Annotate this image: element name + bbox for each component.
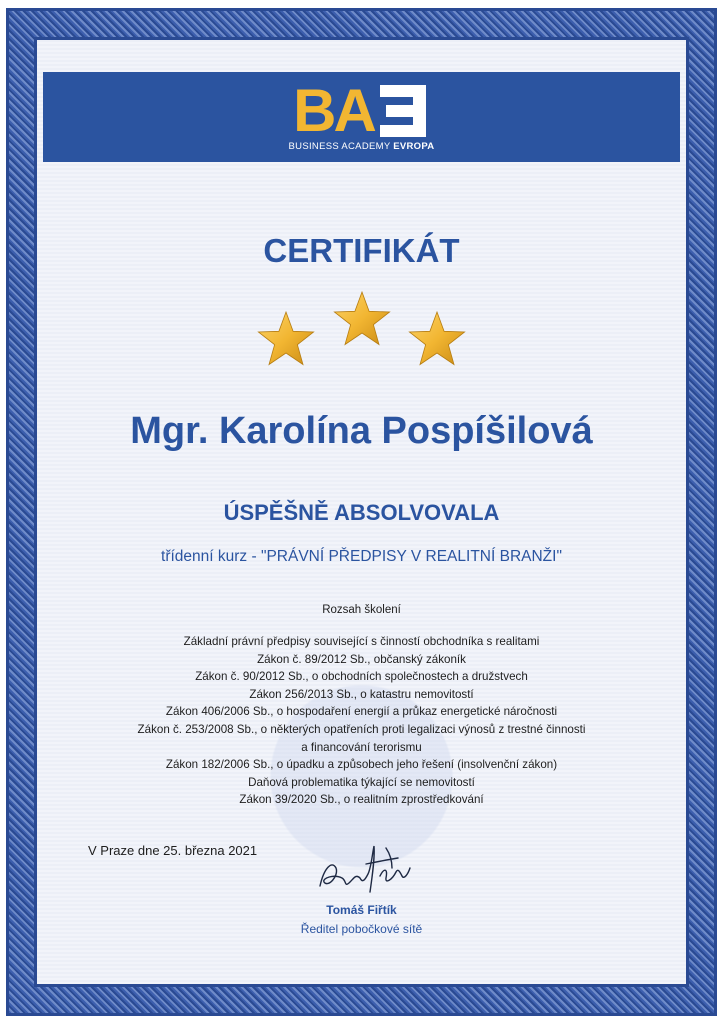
star-icon	[334, 292, 389, 345]
place-and-date: V Praze dne 25. března 2021	[88, 843, 258, 858]
logo-letter-b: B	[293, 76, 334, 144]
scope-item: Daňová problematika týkající se nemovitostí	[248, 775, 475, 789]
scope-list	[80, 633, 643, 809]
scope-item: Zákon 39/2020 Sb., o realitním zprostředkování	[239, 793, 484, 807]
handwritten-signature	[314, 838, 414, 900]
logo-letter-a: A	[333, 76, 374, 144]
scope-item: Zákon č. 90/2012 Sb., o obchodních společnostech a družstvech	[195, 670, 528, 684]
scope-heading: Rozsah školení	[322, 604, 401, 616]
stars-decoration	[0, 0, 723, 380]
scope-item: Zákon 182/2006 Sb., o úpadku a způsobech jeho řešení (insolvenční zákon)	[165, 758, 558, 772]
scope-item: a financování terorismu	[301, 740, 422, 754]
scope-item: Zákon 406/2006 Sb., o hospodaření energií a průkaz energetické náročnosti	[165, 705, 558, 719]
signer-name: Tomáš Fiřtík	[326, 903, 397, 917]
star-icon	[409, 312, 464, 365]
scope-item: Zákon č. 89/2012 Sb., občanský zákoník	[257, 652, 466, 666]
scope-item: Zákon č. 253/2008 Sb., o některých opatřeních proti legalizaci výnosů z trestné činnosti	[137, 722, 586, 736]
recipient-name: Mgr. Karolína Pospíšilová	[130, 410, 593, 452]
scope-item: Zákon 256/2013 Sb., o katastru nemovitostí	[249, 687, 474, 701]
logo-subtitle-regular: BUSINESS ACADEMY	[288, 140, 394, 152]
star-icon	[258, 312, 313, 365]
certificate-title: CERTIFIKÁT	[263, 232, 460, 269]
completed-label: ÚSPĚŠNĚ ABSOLVOVALA	[223, 500, 500, 525]
logo-subtitle-bold: EVROPA	[393, 140, 435, 152]
signer-role: Ředitel pobočkové sítě	[300, 922, 423, 936]
scope-item: Základní právní předpisy související s činností obchodníka s realitami	[183, 635, 540, 648]
course-title: třídenní kurz - "PRÁVNÍ PŘEDPISY V REALITNÍ BRANŽI"	[161, 548, 562, 565]
